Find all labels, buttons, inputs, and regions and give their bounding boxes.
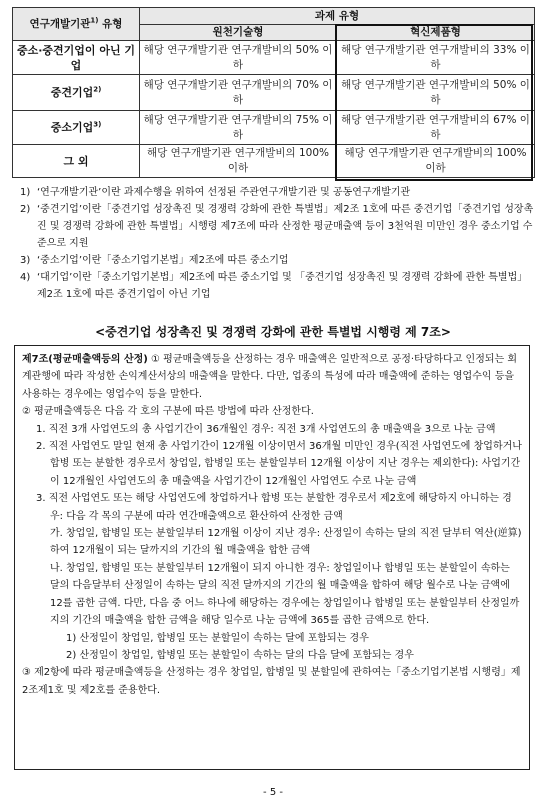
header-task-type: 과제 유형: [140, 8, 535, 25]
row-label: 중견기업$^{2)}$: [13, 75, 140, 111]
article-subitem-ga: 가. 창업일, 합병일 또는 분할일부터 12개월 이상이 지난 경우: 산정일이 속하는 달의 직전 달부터 역산(逆算)하여 12개월이 되는 달까지의 기간의 월 매출액을 합한 금액: [50, 528, 522, 557]
header-source-tech: 원천기술형: [140, 25, 337, 41]
article-paragraph-1: 제7조(평균매출액등의 산정) ① 평균매출액등을 산정하는 경우 매출액은 일반적으로 공정·타당하다고 인정되는 회계관행에 따라 작성한 손익계산서상의 매출액을 말한다. 다만, 업종의 특성에 따라 매출액에 준하는 영업수익 등을 사용하는 경우에는 영업수익 등을 말한다.: [22, 354, 518, 400]
table-row: [13, 111, 535, 145]
law-article-box: [14, 345, 530, 770]
cell-source-tech: 해당 연구개발기관 연구개발비의 70% 이하: [140, 75, 337, 111]
footnotes: [20, 184, 535, 303]
page-number: - 5 -: [263, 787, 283, 798]
table-row: [13, 145, 535, 178]
ratio-table: [12, 7, 535, 178]
cell-source-tech: 해당 연구개발기관 연구개발비의 75% 이하: [140, 111, 337, 145]
article-case-1: 1) 산정일이 창업일, 합병일 또는 분할일이 속하는 달에 포함되는 경우: [66, 632, 369, 644]
row-label: 그 외: [13, 145, 140, 178]
law-title: <중견기업 성장촉진 및 경쟁력 강화에 관한 특별법 시행령 제 7조>: [95, 325, 451, 339]
header-innovative-product: 혁신제품형: [337, 25, 535, 41]
article-case-2: 2) 산정일이 창업일, 합병일 또는 분할일이 속하는 달의 다음 달에 포함되는 경우: [66, 649, 414, 661]
article-item-2: 2. 직전 사업연도 말일 현재 총 사업기간이 12개월 이상이면서 36개월 미만인 경우(직전 사업연도에 창업하거나 합병 또는 분할한 경우로서 창업일, 합병일 또는 분할일부터 12개월 이상이 지난 경우는 제외한다): 사업기간이 12개월인 사업연도의 총 매출액을 사업기간이 12개월인 사업연도 수로 나눈 금액: [36, 441, 522, 487]
cell-innovative-product: 해당 연구개발기관 연구개발비의 33% 이하: [337, 41, 535, 75]
article-item-1: 1. 직전 3개 사업연도의 총 사업기간이 36개월인 경우: 직전 3개 사업연도의 총 매출액을 3으로 나눈 금액: [36, 423, 496, 435]
footnote: 4) ‘대기업’이란「중소기업기본법」제2조에 따른 중소기업 및 「중견기업 성장촉진 및 경쟁력 강화에 관한 특별법」제2조 1호에 따른 중견기업이 아닌 기업: [20, 272, 528, 300]
header-institution-type: 연구개발기관$^{1)}$ 유형: [13, 8, 140, 41]
article-heading: 제7조(평균매출액등의 산정): [22, 354, 148, 365]
article-paragraph-2: ② 평균매출액등은 다음 각 호의 구분에 따른 방법에 따라 산정한다.: [22, 406, 314, 418]
cell-source-tech: 해당 연구개발기관 연구개발비의 50% 이하: [140, 41, 337, 75]
footnote: 1) ‘연구개발기관’이란 과제수행을 위하여 선정된 주관연구개발기관 및 공동연구개발기관: [20, 187, 411, 198]
support-ratio-table: [12, 7, 534, 178]
row-label: 중소·중견기업이 아닌 기업: [13, 41, 140, 75]
article-item-3: 3. 직전 사업연도 또는 해당 사업연도에 창업하거나 합병 또는 분할한 경우로서 제2호에 해당하지 아니하는 경우: 다음 각 목의 구분에 따라 연간매출액으로 환산하여 산정한 금액: [36, 493, 512, 522]
cell-source-tech: 해당 연구개발기관 연구개발비의 100% 이하: [140, 145, 337, 178]
cell-innovative-product: 해당 연구개발기관 연구개발비의 50% 이하: [337, 75, 535, 111]
row-label: 중소기업$^{3)}$: [13, 111, 140, 145]
footnote: 3) ‘중소기업’이란「중소기업기본법」제2조에 따른 중소기업: [20, 255, 289, 266]
table-row: [13, 41, 535, 75]
cell-innovative-product: 해당 연구개발기관 연구개발비의 100% 이하: [337, 145, 535, 178]
article-subitem-na: 나. 창업일, 합병일 또는 분할일부터 12개월이 되지 아니한 경우: 창업일이나 합병일 또는 분할일이 속하는 달의 다음달부터 산정일이 속하는 달의 직전 달까지의 기간의 월 매출액을 합하여 해당 월수로 나눈 금액에 12를 곱한 금액. 다만, 다음 중 어느 하나에 해당하는 경우에는 창업일이나 합병일 또는 분할일부터 산정일까지의 기간의 매출액을 합한 금액을 해당 일수로 나눈 금액에 365를 곱한 금액으로 한다.: [50, 562, 520, 627]
article-paragraph-3: ③ 제2항에 따라 평균매출액등을 산정하는 경우 창업일, 합병일 및 분할일에 관하여는「중소기업기본법 시행령」제2조제1호 및 제2호를 준용한다.: [22, 667, 521, 696]
cell-innovative-product: 해당 연구개발기관 연구개발비의 67% 이하: [337, 111, 535, 145]
table-row: [13, 75, 535, 111]
footnote: 2) ‘중견기업’이란「중견기업 성장촉진 및 경쟁력 강화에 관한 특별법」제2조 1호에 따른 중견기업「중견기업 성장촉진 및 경쟁력 강화에 관한 특별법」시행령 제7조에 따라 산정한 평균매출액 등이 3천억원 미만인 경우 중소기업 수준으로 지원: [20, 204, 534, 249]
